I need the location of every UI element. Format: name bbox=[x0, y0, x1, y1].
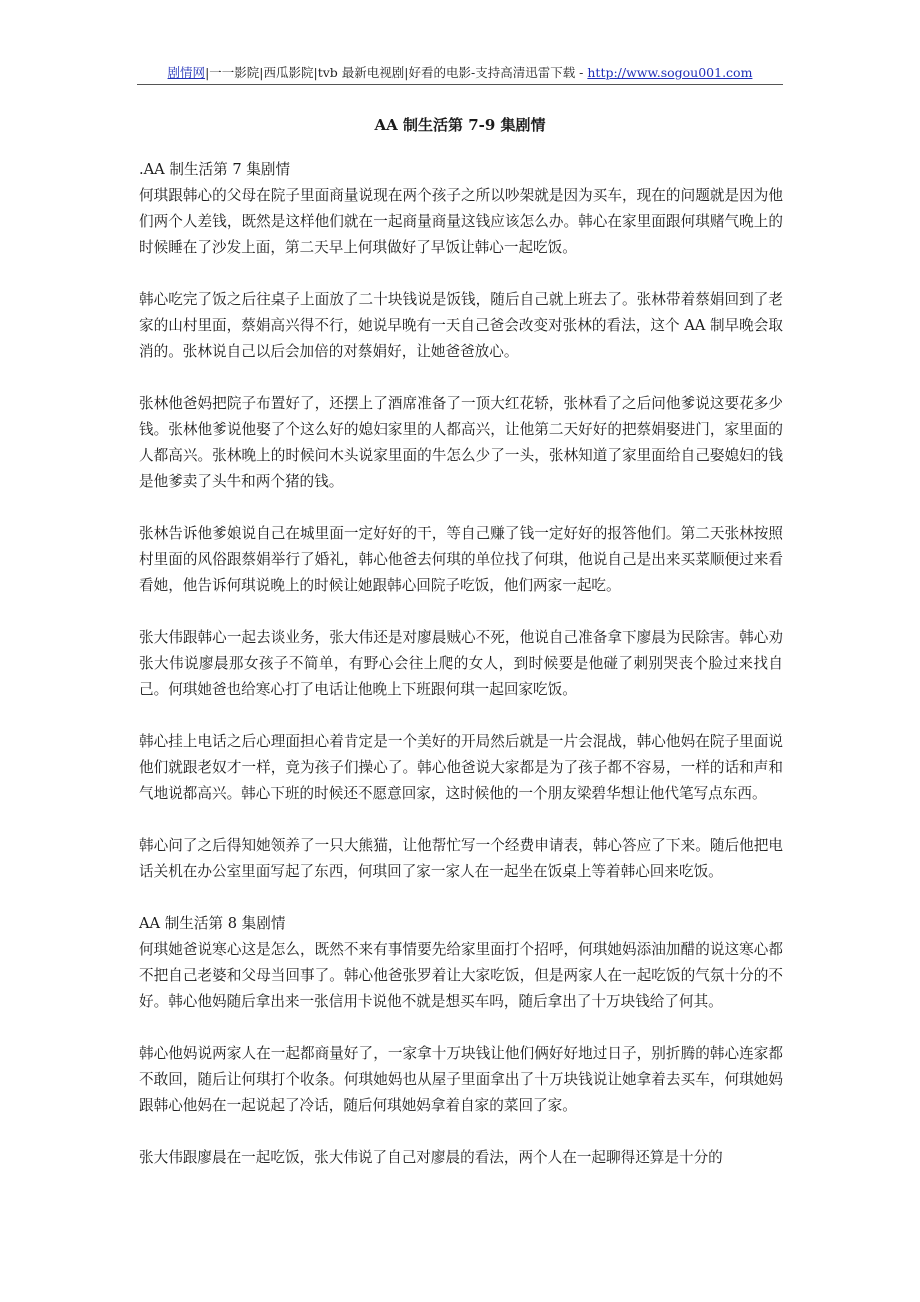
paragraph: 何琪跟韩心的父母在院子里面商量说现在两个孩子之所以吵架就是因为买车，现在的问题就是因为他们两个人差钱，既然是这样他们就在一起商量商量这钱应该怎么办。韩心在家里面跟何琪赌气晚上的时候睡在了沙发上面，第二天早上何琪做好了早饭让韩心一起吃饭。 bbox=[139, 187, 783, 256]
paragraph: 韩心问了之后得知她领养了一只大熊猫，让他帮忙写一个经费申请表，韩心答应了下来。随后他把电话关机在办公室里面写起了东西，何琪回了家一家人在一起坐在饭桌上等着韩心回来吃饭。 bbox=[139, 837, 783, 880]
paragraph: 韩心挂上电话之后心理面担心着肯定是一个美好的开局然后就是一片会混战，韩心他妈在院子里面说他们就跟老奴才一样，竟为孩子们操心了。韩心他爸说大家都是为了孩子都不容易，一样的话和声和气地说都高兴。韩心下班的时候还不愿意回家，这时候他的一个朋友梁碧华想让他代笔写点东西。 bbox=[139, 733, 783, 802]
page-title: AA 制生活第 7-9 集剧情 bbox=[374, 116, 546, 134]
site-home-link[interactable]: 剧情网 bbox=[167, 65, 206, 80]
site-header bbox=[137, 62, 783, 85]
paragraph: 韩心吃完了饭之后往桌子上面放了二十块钱说是饭钱，随后自己就上班去了。张林带着蔡娟回到了老家的山村里面，蔡娟高兴得不行，她说早晚有一天自己爸会改变对张林的看法，这个 AA 制早晚会取消的。张林说自己以后会加倍的对蔡娟好，让她爸爸放心。 bbox=[139, 291, 783, 360]
section-heading: AA 制生活第 8 集剧情 bbox=[139, 915, 286, 932]
paragraph: 张林告诉他爹娘说自己在城里面一定好好的干，等自己赚了钱一定好好的报答他们。第二天张林按照村里面的风俗跟蔡娟举行了婚礼，韩心他爸去何琪的单位找了何琪，他说自己是出来买菜顺便过来看看她，他告诉何琪说晚上的时候让她跟韩心回院子吃饭，他们两家一起吃。 bbox=[139, 525, 783, 594]
header-description: |一一影院|西瓜影院|tvb 最新电视剧|好看的电影-支持高清迅雷下载 - bbox=[205, 65, 588, 80]
document-body bbox=[139, 157, 783, 1197]
paragraph: 张大伟跟廖晨在一起吃饭，张大伟说了自己对廖晨的看法，两个人在一起聊得还算是十分的 bbox=[139, 1149, 723, 1166]
paragraph: 韩心他妈说两家人在一起都商量好了，一家拿十万块钱让他们俩好好地过日子，别折腾的韩心连家都不敢回，随后让何琪打个收条。何琪她妈也从屋子里面拿出了十万块钱说让她拿着去买车，何琪她妈跟韩心他妈在一起说起了冷话，随后何琪她妈拿着自家的菜回了家。 bbox=[139, 1045, 783, 1114]
section-heading: .AA 制生活第 7 集剧情 bbox=[139, 161, 291, 178]
paragraph: 张林他爸妈把院子布置好了，还摆上了酒席准备了一顶大红花轿，张林看了之后问他爹说这要花多少钱。张林他爹说他娶了个这么好的媳妇家里的人都高兴，让他第二天好好的把蔡娟娶进门，家里面的人都高兴。张林晚上的时候问木头说家里面的牛怎么少了一头，张林知道了家里面给自己娶媳妇的钱是他爹卖了头牛和两个猪的钱。 bbox=[139, 395, 783, 490]
paragraph: 何琪她爸说寒心这是怎么，既然不来有事情要先给家里面打个招呼，何琪她妈添油加醋的说这寒心都不把自己老婆和父母当回事了。韩心他爸张罗着让大家吃饭，但是两家人在一起吃饭的气氛十分的不好。韩心他妈随后拿出来一张信用卡说他不就是想买车吗，随后拿出了十万块钱给了何其。 bbox=[139, 941, 783, 1010]
paragraph: 张大伟跟韩心一起去谈业务，张大伟还是对廖晨贼心不死，他说自己准备拿下廖晨为民除害。韩心劝张大伟说廖晨那女孩子不简单，有野心会往上爬的女人，到时候要是他碰了刺别哭丧个脸过来找自己。何琪她爸也给寒心打了电话让他晚上下班跟何琪一起回家吃饭。 bbox=[139, 629, 783, 698]
site-url-link[interactable]: http://www.sogou001.com bbox=[587, 65, 753, 80]
